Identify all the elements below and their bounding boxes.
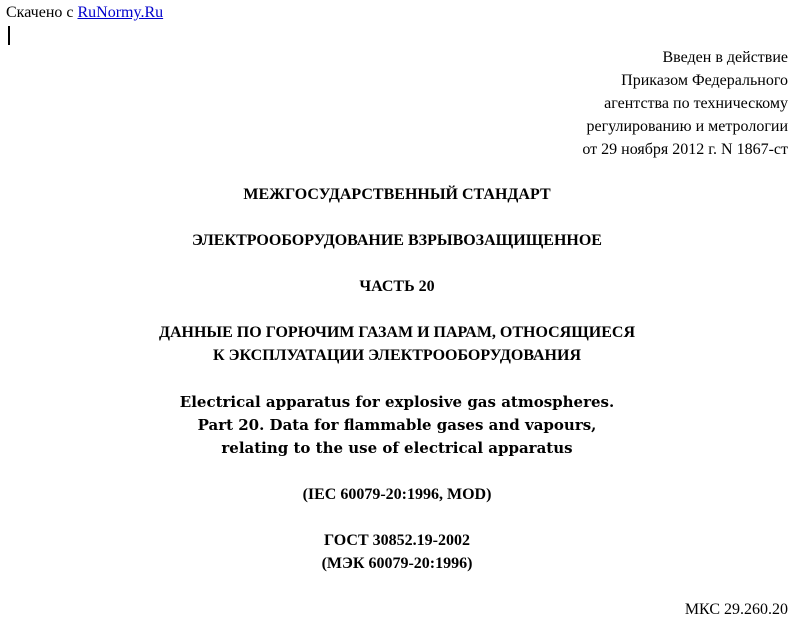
title-line-1: ДАННЫЕ ПО ГОРЮЧИМ ГАЗАМ И ПАРАМ, ОТНОСЯЩИЕСЯ xyxy=(158,324,636,341)
approval-line: агентства по техническому xyxy=(604,95,788,112)
iec-reference: (IEC 60079-20:1996, MOD) xyxy=(302,486,492,503)
source-note xyxy=(6,1,163,24)
approval-block xyxy=(582,46,788,161)
source-prefix: Скачено с xyxy=(6,4,74,21)
approval-line: от 29 ноября 2012 г. N 1867-ст xyxy=(582,141,788,158)
text-cursor xyxy=(8,26,10,45)
mek-designation: (МЭК 60079-20:1996) xyxy=(321,555,473,572)
english-title-line-3: relating to the use of electrical apparatus xyxy=(221,439,573,457)
gost-designation: ГОСТ 30852.19-2002 xyxy=(324,532,470,549)
subject-heading: ЭЛЕКТРООБОРУДОВАНИЕ ВЗРЫВОЗАЩИЩЕННОЕ xyxy=(192,232,602,249)
english-title-line-1: Electrical apparatus for explosive gas atmospheres. xyxy=(179,393,615,411)
approval-line: Введен в действие xyxy=(662,49,788,66)
mks-code: МКС 29.260.20 xyxy=(684,601,788,618)
source-link[interactable]: RuNormy.Ru xyxy=(77,4,164,21)
approval-line: Приказом Федерального xyxy=(621,72,788,89)
approval-line: регулированию и метрологии xyxy=(586,118,788,135)
part-heading: ЧАСТЬ 20 xyxy=(359,278,435,295)
title-line-2: К ЭКСПЛУАТАЦИИ ЭЛЕКТРООБОРУДОВАНИЯ xyxy=(213,347,581,364)
english-title-line-2: Part 20. Data for flammable gases and vapours, xyxy=(197,416,597,434)
standard-type-heading: МЕЖГОСУДАРСТВЕННЫЙ СТАНДАРТ xyxy=(243,186,551,203)
